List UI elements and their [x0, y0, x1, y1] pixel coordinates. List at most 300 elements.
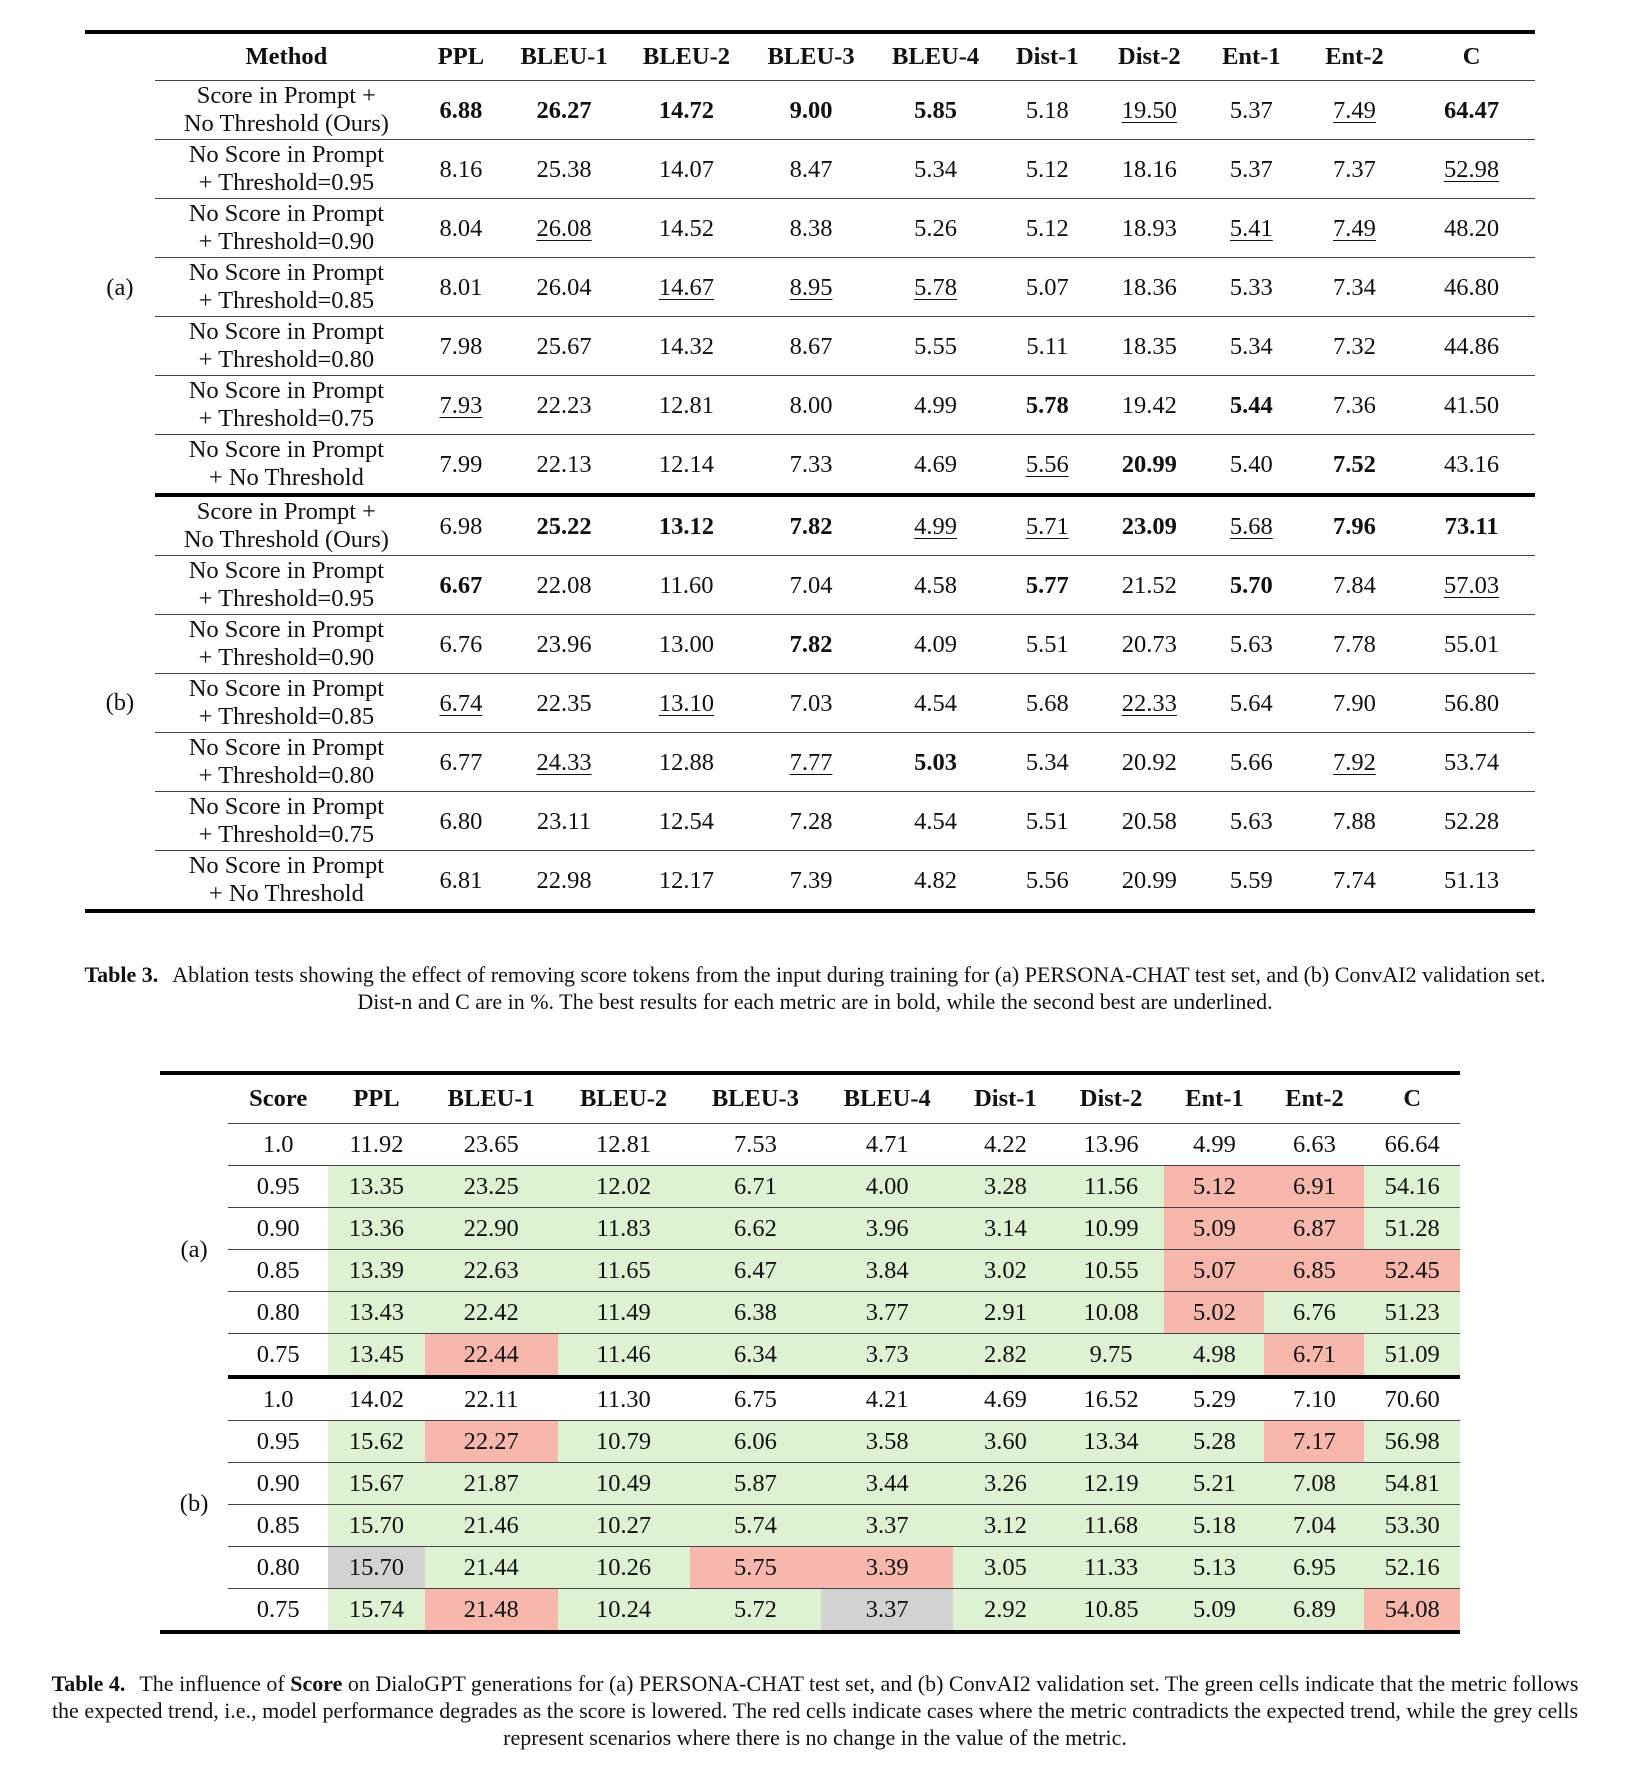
value-cell: 6.85: [1264, 1250, 1364, 1292]
table-row: [85, 674, 1535, 733]
table-row: [160, 1547, 1460, 1589]
value-text: 14.52: [658, 214, 714, 242]
value-text: 5.56: [1025, 866, 1069, 894]
value-cell: [1408, 435, 1535, 496]
value-cell: [418, 140, 504, 199]
value-text: 7.37: [1333, 155, 1376, 183]
method-cell: [155, 733, 418, 792]
value-cell: [1408, 733, 1535, 792]
table-row: [160, 1589, 1460, 1633]
table-row: [160, 1208, 1460, 1250]
value-cell: 7.17: [1264, 1421, 1364, 1463]
column-header: BLEU-2: [558, 1073, 690, 1124]
value-text: 18.93: [1121, 214, 1177, 242]
value-text: 5.34: [914, 155, 958, 183]
column-header: Score: [228, 1073, 328, 1124]
value-cell: 5.07: [1164, 1250, 1264, 1292]
value-text: 22.13: [536, 450, 592, 478]
value-cell: 6.34: [690, 1334, 822, 1378]
table-4-caption-pre: The influence of: [139, 1671, 291, 1696]
value-cell: [1202, 674, 1301, 733]
table-3-group: [85, 495, 1535, 911]
value-cell: 10.26: [558, 1547, 690, 1589]
value-text: 5.55: [914, 332, 958, 360]
value-text: 7.74: [1333, 866, 1376, 894]
value-cell: 23.65: [425, 1124, 558, 1166]
value-cell: [504, 258, 624, 317]
value-text: 51.13: [1444, 866, 1500, 894]
value-text: 23.96: [536, 630, 592, 658]
value-text: 6.77: [439, 748, 483, 776]
value-text: 12.54: [658, 807, 714, 835]
value-cell: 66.64: [1364, 1124, 1460, 1166]
value-cell: [504, 199, 624, 258]
value-cell: 7.10: [1264, 1377, 1364, 1421]
value-cell: 4.99: [1164, 1124, 1264, 1166]
value-cell: 5.09: [1164, 1208, 1264, 1250]
method-line: + Threshold=0.90: [198, 644, 375, 671]
method-line: No Threshold (Ours): [183, 110, 389, 137]
method-cell: [155, 495, 418, 556]
column-header: Dist-2: [1097, 32, 1202, 81]
value-cell: [873, 140, 998, 199]
score-cell: 0.85: [228, 1250, 328, 1292]
table-row: [85, 81, 1535, 140]
table-row: [160, 1421, 1460, 1463]
value-text: 14.72: [658, 96, 714, 124]
table-row: [85, 733, 1535, 792]
value-cell: [873, 615, 998, 674]
value-text: 20.99: [1121, 866, 1177, 894]
value-cell: 21.48: [425, 1589, 558, 1633]
value-text: 12.17: [658, 866, 714, 894]
value-cell: 3.39: [821, 1547, 953, 1589]
value-text: 8.38: [789, 214, 833, 242]
value-cell: [1202, 199, 1301, 258]
value-cell: [1301, 199, 1408, 258]
method-cell: [155, 317, 418, 376]
value-text: 5.51: [1025, 630, 1069, 658]
value-text: 5.68: [1025, 689, 1069, 717]
table-row: [85, 376, 1535, 435]
table-4-header-row: [160, 1073, 1460, 1124]
value-cell: 21.44: [425, 1547, 558, 1589]
value-cell: [998, 258, 1097, 317]
method-cell: [155, 376, 418, 435]
value-text: 4.54: [914, 807, 958, 835]
value-cell: [624, 495, 749, 556]
value-cell: 5.13: [1164, 1547, 1264, 1589]
value-cell: [1097, 851, 1202, 912]
table-3-caption-label: Table 3.: [84, 962, 159, 987]
value-cell: [1097, 495, 1202, 556]
value-cell: [1097, 556, 1202, 615]
value-cell: [749, 81, 874, 140]
value-cell: 15.67: [328, 1463, 425, 1505]
value-text: 5.34: [1229, 332, 1273, 360]
value-cell: [749, 376, 874, 435]
table-row: [85, 851, 1535, 912]
value-cell: [1301, 792, 1408, 851]
value-text: 8.04: [439, 214, 483, 242]
value-text: 4.09: [914, 630, 958, 658]
value-text: 5.18: [1025, 96, 1069, 124]
group-label: (b): [179, 1489, 209, 1517]
value-cell: 5.02: [1164, 1292, 1264, 1334]
value-cell: [1202, 851, 1301, 912]
value-cell: 11.49: [558, 1292, 690, 1334]
value-text: 7.82: [789, 630, 833, 658]
value-cell: [504, 376, 624, 435]
value-text: 24.33: [536, 748, 592, 776]
value-cell: [504, 140, 624, 199]
value-text: 22.23: [536, 391, 592, 419]
value-cell: [1097, 376, 1202, 435]
value-cell: [418, 733, 504, 792]
value-cell: [624, 435, 749, 496]
method-cell: [155, 435, 418, 496]
value-cell: 6.06: [690, 1421, 822, 1463]
column-header: PPL: [328, 1073, 425, 1124]
value-cell: 3.77: [821, 1292, 953, 1334]
value-text: 22.35: [536, 689, 592, 717]
value-cell: [418, 376, 504, 435]
value-text: 7.92: [1333, 748, 1376, 776]
value-cell: [1097, 792, 1202, 851]
value-text: 12.88: [658, 748, 714, 776]
column-header: PPL: [418, 32, 504, 81]
method-cell: [155, 556, 418, 615]
value-text: 23.11: [536, 807, 592, 835]
value-cell: [1097, 733, 1202, 792]
value-cell: [1202, 140, 1301, 199]
value-cell: [1301, 615, 1408, 674]
value-cell: 3.96: [821, 1208, 953, 1250]
value-text: 5.66: [1229, 748, 1273, 776]
value-cell: [1202, 556, 1301, 615]
value-cell: [418, 495, 504, 556]
value-cell: 23.25: [425, 1166, 558, 1208]
value-text: 5.37: [1229, 96, 1273, 124]
value-cell: 10.85: [1058, 1589, 1165, 1633]
value-cell: 13.36: [328, 1208, 425, 1250]
value-cell: 3.37: [821, 1589, 953, 1633]
value-cell: 15.70: [328, 1505, 425, 1547]
value-text: 5.59: [1229, 866, 1273, 894]
value-cell: 51.09: [1364, 1334, 1460, 1378]
value-cell: 3.44: [821, 1463, 953, 1505]
value-cell: [504, 733, 624, 792]
value-text: 5.40: [1229, 450, 1273, 478]
value-text: 5.33: [1229, 273, 1273, 301]
column-header: BLEU-1: [504, 32, 624, 81]
method-line: No Score in Prompt: [188, 734, 385, 761]
value-text: 7.90: [1333, 689, 1376, 717]
value-cell: [1408, 81, 1535, 140]
value-cell: [1408, 258, 1535, 317]
value-text: 26.08: [536, 214, 592, 242]
method-line: No Threshold (Ours): [183, 526, 389, 553]
value-text: 8.00: [789, 391, 833, 419]
value-text: 18.36: [1121, 273, 1177, 301]
header-spacer: [160, 1073, 228, 1124]
score-cell: 0.80: [228, 1547, 328, 1589]
value-text: 19.50: [1121, 96, 1177, 124]
value-cell: [1408, 674, 1535, 733]
value-cell: [1301, 556, 1408, 615]
value-text: 19.42: [1121, 391, 1177, 419]
value-cell: [1408, 556, 1535, 615]
table-row: [160, 1334, 1460, 1378]
value-text: 5.26: [914, 214, 958, 242]
value-cell: 13.43: [328, 1292, 425, 1334]
method-cell: [155, 81, 418, 140]
value-cell: 6.75: [690, 1377, 822, 1421]
value-cell: [873, 792, 998, 851]
value-text: 4.99: [914, 391, 958, 419]
value-text: 4.58: [914, 571, 958, 599]
value-cell: 3.12: [953, 1505, 1058, 1547]
method-cell: [155, 792, 418, 851]
value-text: 6.81: [439, 866, 483, 894]
value-text: 7.03: [789, 689, 833, 717]
value-cell: [418, 199, 504, 258]
value-text: 25.22: [536, 512, 592, 540]
value-text: 7.04: [789, 571, 833, 599]
value-text: 5.63: [1229, 630, 1273, 658]
method-line: + No Threshold: [208, 464, 364, 491]
value-cell: [749, 733, 874, 792]
value-text: 8.01: [439, 273, 483, 301]
value-text: 22.33: [1121, 689, 1177, 717]
value-cell: [624, 317, 749, 376]
value-cell: [624, 674, 749, 733]
value-cell: [998, 376, 1097, 435]
column-header: Dist-1: [998, 32, 1097, 81]
value-cell: [1202, 435, 1301, 496]
value-text: 5.85: [914, 96, 958, 124]
score-cell: 0.80: [228, 1292, 328, 1334]
value-cell: 11.65: [558, 1250, 690, 1292]
value-cell: 12.19: [1058, 1463, 1165, 1505]
method-line: + Threshold=0.80: [198, 346, 375, 373]
table-3-group: [85, 81, 1535, 496]
value-cell: [749, 851, 874, 912]
value-cell: [418, 792, 504, 851]
value-text: 6.98: [439, 512, 483, 540]
table-row: [85, 435, 1535, 496]
value-cell: [749, 495, 874, 556]
value-cell: 10.27: [558, 1505, 690, 1547]
value-text: 6.67: [439, 571, 483, 599]
value-cell: [1097, 199, 1202, 258]
value-cell: 5.75: [690, 1547, 822, 1589]
value-cell: 51.23: [1364, 1292, 1460, 1334]
method-cell: [155, 140, 418, 199]
value-cell: 10.08: [1058, 1292, 1165, 1334]
value-cell: 53.30: [1364, 1505, 1460, 1547]
value-text: 52.28: [1444, 807, 1500, 835]
value-cell: 11.68: [1058, 1505, 1165, 1547]
value-text: 7.49: [1333, 96, 1376, 124]
value-cell: [1408, 851, 1535, 912]
value-text: 22.08: [536, 571, 592, 599]
value-cell: 56.98: [1364, 1421, 1460, 1463]
column-header: C: [1364, 1073, 1460, 1124]
value-cell: [1202, 792, 1301, 851]
value-cell: 6.63: [1264, 1124, 1364, 1166]
value-cell: [504, 615, 624, 674]
value-text: 6.88: [439, 96, 483, 124]
value-cell: [873, 258, 998, 317]
value-cell: [1097, 81, 1202, 140]
table-row: [160, 1377, 1460, 1421]
value-cell: 6.95: [1264, 1547, 1364, 1589]
value-cell: [749, 615, 874, 674]
column-header: BLEU-2: [624, 32, 749, 81]
method-line: No Score in Prompt: [188, 318, 385, 345]
value-cell: 4.71: [821, 1124, 953, 1166]
value-text: 53.74: [1444, 748, 1500, 776]
value-cell: 4.22: [953, 1124, 1058, 1166]
table-4-group: [160, 1124, 1460, 1378]
method-line: No Score in Prompt: [188, 436, 385, 463]
value-text: 41.50: [1444, 391, 1500, 419]
value-cell: 6.71: [690, 1166, 822, 1208]
table-row: [85, 495, 1535, 556]
value-cell: 5.74: [690, 1505, 822, 1547]
value-text: 18.35: [1121, 332, 1177, 360]
value-text: 7.34: [1333, 273, 1376, 301]
value-cell: [504, 556, 624, 615]
table-row: [160, 1250, 1460, 1292]
column-header: Dist-2: [1058, 1073, 1165, 1124]
value-cell: 51.28: [1364, 1208, 1460, 1250]
value-cell: 5.12: [1164, 1166, 1264, 1208]
method-line: No Score in Prompt: [188, 377, 385, 404]
value-cell: [624, 733, 749, 792]
value-cell: [1097, 435, 1202, 496]
value-cell: 3.58: [821, 1421, 953, 1463]
value-cell: 10.49: [558, 1463, 690, 1505]
score-cell: 0.95: [228, 1166, 328, 1208]
value-cell: 22.27: [425, 1421, 558, 1463]
value-cell: 70.60: [1364, 1377, 1460, 1421]
table-row: [85, 199, 1535, 258]
value-text: 12.81: [658, 391, 714, 419]
value-cell: 13.34: [1058, 1421, 1165, 1463]
value-cell: [998, 556, 1097, 615]
value-cell: 21.87: [425, 1463, 558, 1505]
value-cell: 4.98: [1164, 1334, 1264, 1378]
method-line: No Score in Prompt: [188, 259, 385, 286]
value-cell: 15.70: [328, 1547, 425, 1589]
column-header: BLEU-3: [690, 1073, 822, 1124]
value-cell: [1202, 615, 1301, 674]
value-cell: 5.29: [1164, 1377, 1264, 1421]
method-line: + Threshold=0.80: [198, 762, 375, 789]
value-cell: 3.37: [821, 1505, 953, 1547]
value-cell: [504, 317, 624, 376]
value-text: 7.78: [1333, 630, 1376, 658]
value-cell: [1408, 615, 1535, 674]
score-cell: 0.75: [256, 1595, 300, 1623]
method-line: + Threshold=0.75: [198, 405, 375, 432]
value-text: 20.58: [1121, 807, 1177, 835]
value-cell: 3.14: [953, 1208, 1058, 1250]
value-cell: 5.87: [690, 1463, 822, 1505]
value-cell: [998, 615, 1097, 674]
value-text: 9.00: [789, 96, 833, 124]
value-cell: 14.02: [328, 1377, 425, 1421]
table-row: [85, 317, 1535, 376]
value-cell: [1301, 851, 1408, 912]
value-cell: [1097, 140, 1202, 199]
value-text: 7.39: [789, 866, 833, 894]
value-cell: [873, 851, 998, 912]
value-cell: [873, 317, 998, 376]
value-cell: 54.81: [1364, 1463, 1460, 1505]
value-text: 11.60: [659, 571, 714, 599]
value-cell: 11.83: [558, 1208, 690, 1250]
value-cell: 3.26: [953, 1463, 1058, 1505]
value-text: 5.78: [1025, 391, 1069, 419]
table-4-caption-post: on DialoGPT generations for (a) PERSONA-CHAT test set, and (b) ConvAI2 validation set. The green cells indicate that the metric follows the expected trend, i.e., model performance degrades as the score is lowered. The red cells indicate cases where the metric contradicts the expected trend, while the grey cells represent scenarios where there is no change in the value of the metric.: [51, 1671, 1579, 1750]
value-cell: [418, 851, 504, 912]
table-row: [85, 140, 1535, 199]
value-cell: [624, 851, 749, 912]
value-cell: 3.60: [953, 1421, 1058, 1463]
value-text: 13.10: [658, 689, 714, 717]
value-cell: 9.75: [1058, 1334, 1165, 1378]
method-line: + Threshold=0.95: [198, 169, 375, 196]
value-cell: [1301, 674, 1408, 733]
value-text: 4.69: [914, 450, 958, 478]
column-header: BLEU-4: [821, 1073, 953, 1124]
value-cell: [749, 674, 874, 733]
value-cell: [873, 435, 998, 496]
value-cell: 6.62: [690, 1208, 822, 1250]
score-cell: 0.90: [228, 1463, 328, 1505]
value-cell: 6.87: [1264, 1208, 1364, 1250]
value-text: 6.80: [439, 807, 483, 835]
group-label: (a): [106, 274, 134, 302]
value-cell: [504, 81, 624, 140]
value-cell: [873, 556, 998, 615]
value-text: 73.11: [1444, 512, 1499, 540]
value-cell: 52.16: [1364, 1547, 1460, 1589]
column-header: C: [1408, 32, 1535, 81]
value-text: 46.80: [1444, 273, 1500, 301]
value-cell: 52.45: [1364, 1250, 1460, 1292]
value-cell: [1301, 435, 1408, 496]
value-text: 26.27: [536, 96, 592, 124]
value-text: 7.33: [789, 450, 833, 478]
table-row: [160, 1292, 1460, 1334]
method-line: No Score in Prompt: [188, 200, 385, 227]
table-row: [160, 1463, 1460, 1505]
value-cell: 22.63: [425, 1250, 558, 1292]
value-cell: [873, 376, 998, 435]
value-cell: [1097, 674, 1202, 733]
value-cell: 11.46: [558, 1334, 690, 1378]
value-cell: 4.21: [821, 1377, 953, 1421]
value-cell: [624, 556, 749, 615]
score-cell: 0.85: [228, 1505, 328, 1547]
value-cell: [418, 556, 504, 615]
value-cell: [749, 435, 874, 496]
value-text: 8.47: [789, 155, 833, 183]
